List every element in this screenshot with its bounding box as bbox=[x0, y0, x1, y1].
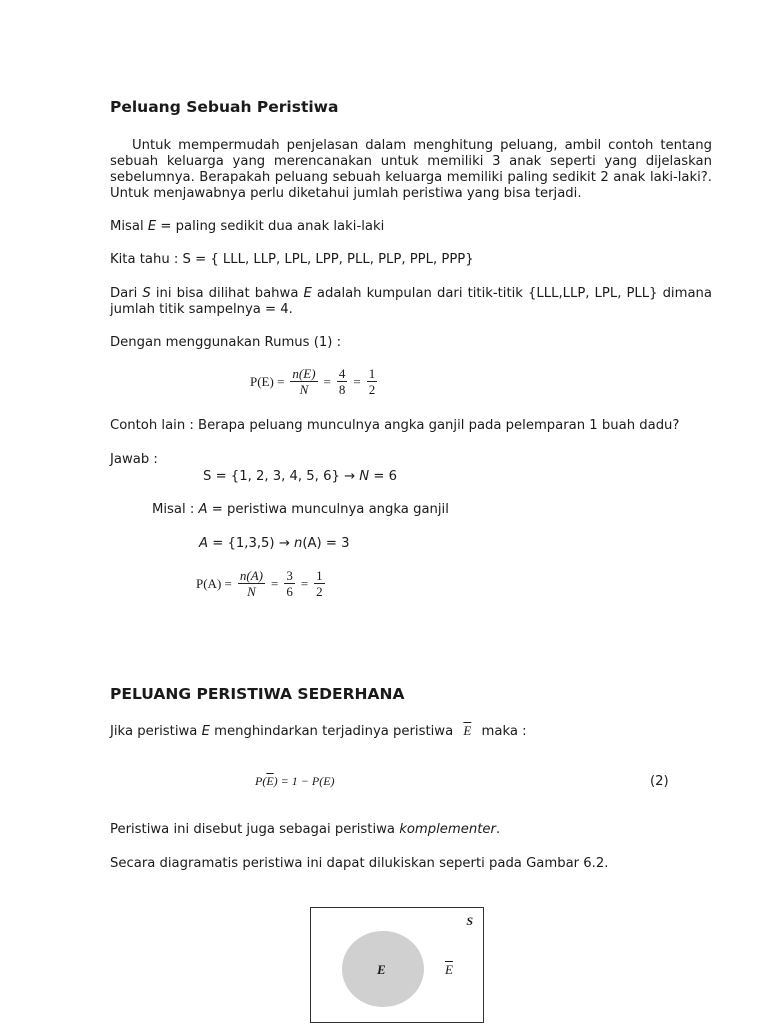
misal-var: E bbox=[147, 219, 157, 234]
formula-lhs: P(E) = bbox=[250, 374, 285, 389]
diagram-intro: Secara diagramatis peristiwa ini dapat dilukiskan seperti pada Gambar 6.2. bbox=[110, 856, 609, 871]
formula-p-a bbox=[196, 568, 327, 600]
equation-number: (2) bbox=[650, 774, 669, 789]
a-set-line bbox=[199, 536, 350, 552]
e-bar: $\overline{E}$ bbox=[463, 723, 472, 738]
rumus-intro: Dengan menggunakan Rumus (1) : bbox=[110, 335, 342, 350]
frac-den: 2 bbox=[316, 584, 323, 599]
misal-rest: = paling sedikit dua anak laki-laki bbox=[160, 219, 385, 234]
komp-word: komplementer bbox=[399, 822, 496, 837]
misal-a-line bbox=[152, 502, 449, 518]
komp-a: Peristiwa ini disebut juga sebagai peristiwa bbox=[110, 822, 395, 837]
frac-num: n(E) bbox=[292, 366, 316, 381]
frac-den: 2 bbox=[368, 382, 376, 397]
misal2-var: A bbox=[198, 502, 208, 517]
s-set: S = {1, 2, 3, 4, 5, 6} → bbox=[203, 469, 356, 484]
jika-a: Jika peristiwa bbox=[110, 724, 198, 739]
jawab-label: Jawab : bbox=[110, 452, 158, 467]
misal-line bbox=[110, 219, 384, 235]
jika-e: E bbox=[201, 724, 210, 739]
dari-s: S bbox=[142, 286, 151, 301]
jika-line bbox=[110, 723, 527, 740]
section-title: Peluang Sebuah Peristiwa bbox=[110, 98, 339, 116]
frac-den: 8 bbox=[338, 382, 346, 397]
s-n-val: = 6 bbox=[373, 469, 398, 484]
komplementer-line bbox=[110, 822, 500, 838]
section-title-2: PELUANG PERISTIWA SEDERHANA bbox=[110, 685, 405, 703]
dari-a: Dari bbox=[110, 286, 138, 301]
frac-num: n(A) bbox=[239, 568, 263, 583]
misal2-prefix: Misal : bbox=[152, 502, 195, 517]
frac-den: N bbox=[247, 584, 256, 599]
formula-p-e bbox=[250, 366, 379, 398]
equals-sign: = bbox=[353, 374, 361, 389]
frac-num: 3 bbox=[286, 568, 293, 583]
jika-c: maka : bbox=[481, 724, 527, 739]
sample-space-label: S bbox=[466, 914, 473, 928]
contoh-lain: Contoh lain : Berapa peluang munculnya angka ganjil pada pelemparan 1 buah dadu? bbox=[110, 418, 680, 433]
dice-sample-space bbox=[203, 469, 397, 485]
a-var: A bbox=[199, 536, 209, 551]
frac-num: 4 bbox=[338, 366, 346, 381]
formula3-e: $\overline{E}$ bbox=[266, 774, 274, 788]
frac-den: N bbox=[299, 382, 309, 397]
formula3-lhs: P( bbox=[255, 774, 267, 788]
event-e-complement-label: $\overline{E}$ bbox=[445, 962, 453, 977]
dari-b: ini bisa dilihat bahwa bbox=[155, 286, 299, 301]
intro-paragraph: Untuk mempermudah penjelasan dalam menghitung peluang, ambil contoh tentang sebuah keluarga yang merencanakan untuk memiliki 3 anak seperti yang dijelaskan sebelumnya. Berapakah peluang sebuah keluarga memiliki paling sedikit 2 anak laki-laki?. Untuk menjawabnya perlu diketahui jumlah peristiwa yang bisa terjadi. bbox=[110, 138, 712, 201]
dari-e: E bbox=[303, 286, 312, 301]
formula3-rhs: ) = 1 − P(E) bbox=[273, 774, 335, 788]
frac-num: 1 bbox=[316, 568, 323, 583]
frac-num: 1 bbox=[368, 366, 376, 381]
frac-den: 6 bbox=[286, 584, 293, 599]
formula-lhs: P(A) = bbox=[196, 576, 232, 591]
jika-b: menghindarkan terjadinya peristiwa bbox=[214, 724, 454, 739]
equals-sign: = bbox=[300, 576, 309, 591]
a-set: = {1,3,5) → bbox=[212, 536, 290, 551]
s-n: N bbox=[359, 469, 370, 484]
misal-prefix: Misal bbox=[110, 219, 144, 234]
equals-sign: = bbox=[323, 374, 331, 389]
event-e-label: E bbox=[377, 962, 386, 977]
a-n: n bbox=[294, 536, 303, 551]
formula-complement bbox=[255, 774, 335, 789]
a-n-rest: (A) = 3 bbox=[302, 536, 350, 551]
dari-c: adalah kumpulan dari titik-titik {LLL,LLP, LPL, PLL} dimana jumlah titik sampelnya = 4. bbox=[110, 286, 712, 317]
dari-paragraph bbox=[110, 286, 712, 318]
venn-diagram bbox=[310, 907, 484, 1023]
sample-space-line: Kita tahu : S = { LLL, LLP, LPL, LPP, PLL, PLP, PPL, PPP} bbox=[110, 252, 474, 267]
misal2-rest: = peristiwa munculnya angka ganjil bbox=[211, 502, 449, 517]
komp-b: . bbox=[495, 822, 501, 837]
equals-sign: = bbox=[270, 576, 279, 591]
